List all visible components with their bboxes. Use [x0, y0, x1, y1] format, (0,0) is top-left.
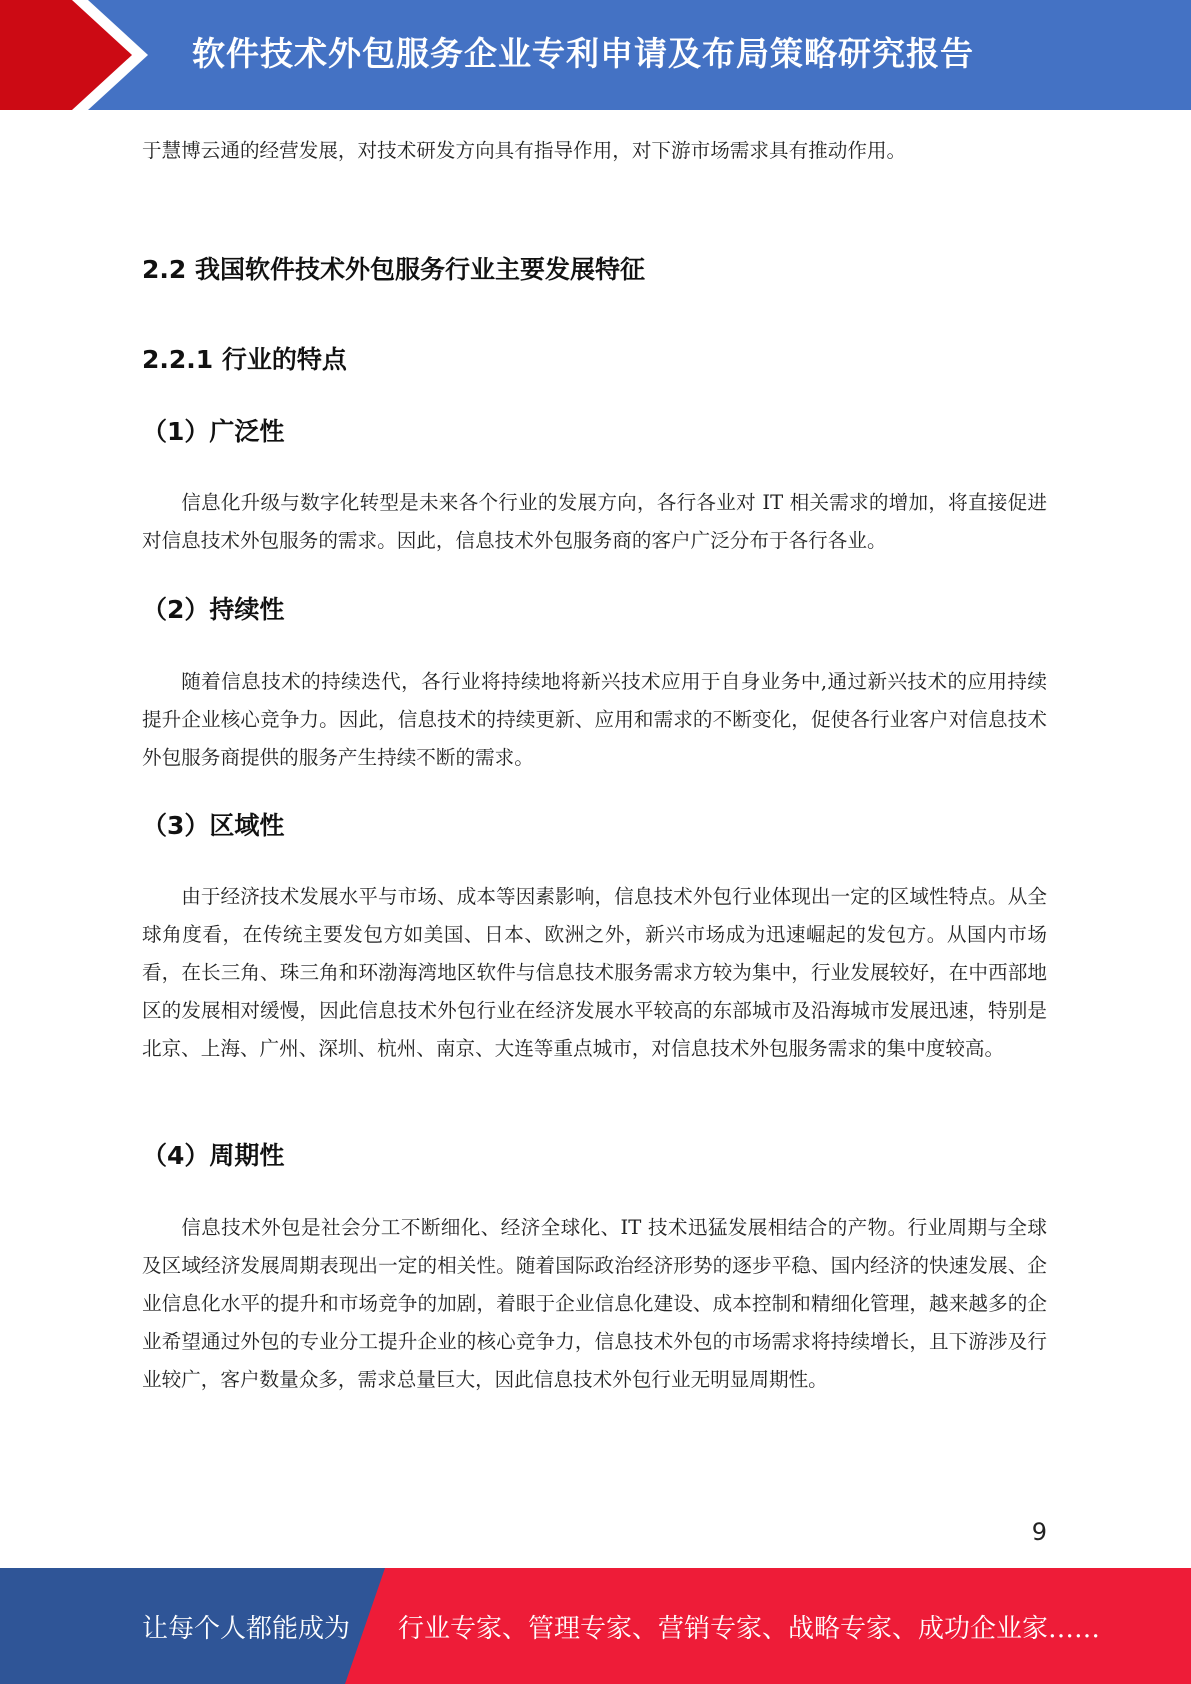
section-heading: 2.2 我国软件技术外包服务行业主要发展特征: [142, 255, 645, 284]
footer-slogan-left: 让每个人都能成为: [142, 1614, 351, 1644]
subsection-heading: 2.2.1 行业的特点: [142, 345, 347, 374]
item-paragraph-4: 信息技术外包是社会分工不断细化、经济全球化、IT 技术迅猛发展相结合的产物。行业周期与全球及区域经济发展周期表现出一定的相关性。随着国际政治经济形势的逐步平稳、国内经济的快速发展、企业信息化水平的提升和市场竞争的加剧，着眼于企业信息化建设、成本控制和精细化管理，越来越多的企业希望通过外包的专业分工提升企业的核心竞争力，信息技术外包的市场需求将持续增长，且下游涉及行业较广，客户数量众多，需求总量巨大，因此信息技术外包行业无明显周期性。: [142, 1216, 1047, 1391]
continued-paragraph: 于慧博云通的经营发展，对技术研发方向具有指导作用，对下游市场需求具有推动作用。: [142, 139, 907, 162]
item-paragraph-2: 随着信息技术的持续迭代，各行业将持续地将新兴技术应用于自身业务中,通过新兴技术的应用持续提升企业核心竞争力。因此，信息技术的持续更新、应用和需求的不断变化，促使各行业客户对信息技术外包服务商提供的服务产生持续不断的需求。: [142, 670, 1047, 769]
item-paragraph-1: 信息化升级与数字化转型是未来各个行业的发展方向，各行各业对 IT 相关需求的增加，将直接促进对信息技术外包服务的需求。因此，信息技术外包服务商的客户广泛分布于各行各业。: [142, 491, 1047, 552]
page-footer: [0, 1568, 1191, 1684]
item-heading-3: （3）区域性: [142, 811, 285, 840]
report-title: 软件技术外包服务企业专利申请及布局策略研究报告: [192, 34, 974, 73]
page-header: [0, 0, 1191, 110]
item-heading-4: （4）周期性: [142, 1141, 285, 1170]
item-heading-1: （1）广泛性: [142, 417, 285, 446]
item-heading-2: （2）持续性: [142, 595, 285, 624]
page-number: 9: [1031, 1518, 1047, 1546]
item-paragraph-3: 由于经济技术发展水平与市场、成本等因素影响，信息技术外包行业体现出一定的区域性特点。从全球角度看，在传统主要发包方如美国、日本、欧洲之外，新兴市场成为迅速崛起的发包方。从国内市场看，在长三角、珠三角和环渤海湾地区软件与信息技术服务需求方较为集中，行业发展较好，在中西部地区的发展相对缓慢，因此信息技术外包行业在经济发展水平较高的东部城市及沿海城市发展迅速，特别是北京、上海、广州、深圳、杭州、南京、大连等重点城市，对信息技术外包服务需求的集中度较高。: [142, 885, 1047, 1060]
footer-slogan-right: 行业专家、管理专家、营销专家、战略专家、成功企业家……: [398, 1614, 1101, 1644]
